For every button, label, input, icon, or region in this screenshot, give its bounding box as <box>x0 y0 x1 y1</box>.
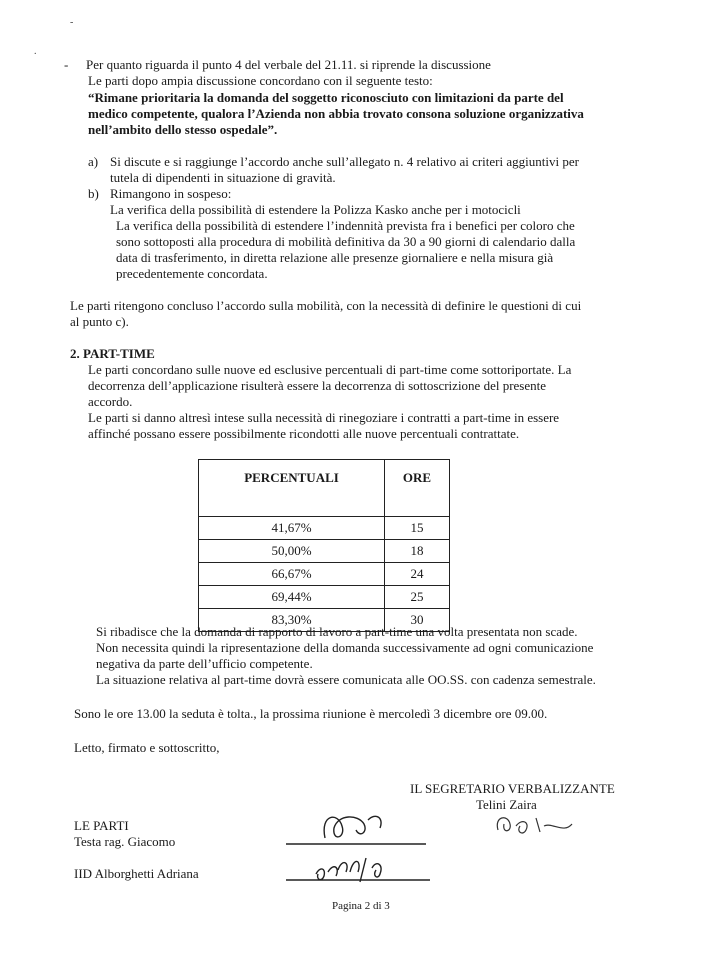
table-row <box>199 586 450 609</box>
after-table-line-2: Non necessita quindi la ripresentazione della domanda successivamente ad ogni comunicazione <box>96 640 594 655</box>
cell-percentage: 83,30% <box>199 609 385 632</box>
cell-percentage: 41,67% <box>199 517 385 540</box>
part-time-line-4: Le parti si danno altresì intese sulla necessità di rinegoziare i contratti a part-time in essere <box>88 410 560 425</box>
cell-percentage: 50,00% <box>199 540 385 563</box>
point-a-label: a) <box>88 154 99 169</box>
table-row <box>199 540 450 563</box>
cell-hours: 15 <box>385 517 450 540</box>
point-b-line-4: sono sottoposti alla procedura di mobilità definitiva da 30 a 90 giorni di calendario dalla <box>116 234 576 249</box>
quote-line-3: nell’ambito dello stesso ospedale”. <box>88 122 278 137</box>
header-ore: ORE <box>385 460 450 517</box>
table-header-row <box>199 460 450 517</box>
point-b-line-1: Rimangono in sospeso: <box>110 186 232 201</box>
party-signature-1 <box>280 808 430 850</box>
point-b-line-3: La verifica della possibilità di estendere l’indennità prevista fra i benefici per coloro che <box>116 218 575 233</box>
parties-title: LE PARTI <box>74 818 129 833</box>
cell-hours: 25 <box>385 586 450 609</box>
point-a-line-1: Si discute e si raggiunge l’accordo anche sull’allegato n. 4 relativo ai criteri aggiuntivi per <box>110 154 579 169</box>
cell-hours: 18 <box>385 540 450 563</box>
intro-line-1: Per quanto riguarda il punto 4 del verbale del 21.11. si riprende la discussione <box>86 57 491 72</box>
point-b-line-2: La verifica della possibilità di estendere la Polizza Kasko anche per i motocicli <box>110 202 521 217</box>
cell-hours: 24 <box>385 563 450 586</box>
cell-hours: 30 <box>385 609 450 632</box>
after-table-line-3: negativa da parte dell’ufficio competente. <box>96 656 313 671</box>
part-time-line-1: Le parti concordano sulle nuove ed esclusive percentuali di part-time come sottoriportate. La <box>88 362 572 377</box>
table-row <box>199 517 450 540</box>
point-b-label: b) <box>88 186 99 201</box>
page-number: Pagina 2 di 3 <box>332 900 390 912</box>
signed-statement: Letto, firmato e sottoscritto, <box>74 740 220 755</box>
point-a-line-2: tutela di dipendenti in situazione di gravità. <box>110 170 336 185</box>
party-name-1: Testa rag. Giacomo <box>74 834 176 849</box>
meeting-closing-note: Sono le ore 13.00 la seduta è tolta., la prossima riunione è mercoledì 3 dicembre ore 09.00. <box>74 706 548 721</box>
quote-line-1: “Rimane prioritaria la domanda del soggetto riconosciuto con limitazioni da parte del <box>88 90 564 105</box>
part-time-line-2: decorrenza dell’applicazione risulterà essere la decorrenza di sottoscrizione del presente <box>88 378 547 393</box>
part-time-line-5: affinché possano essere possibilmente ricondotti alle nuove percentuali contrattate. <box>88 426 520 441</box>
conclusion-line-1: Le parti ritengono concluso l’accordo sulla mobilità, con la necessità di definire le questioni di cui <box>70 298 582 313</box>
secretary-signature <box>480 808 580 838</box>
quote-line-2: medico competente, qualora l’Azienda non abbia trovato consona soluzione organizzativa <box>88 106 584 121</box>
part-time-percentages-table <box>198 459 450 632</box>
bullet-dash: - <box>64 57 69 72</box>
point-b-line-6: precedentemente concordata. <box>116 266 268 281</box>
section-heading-part-time: 2. PART-TIME <box>70 346 155 361</box>
secretary-name: Telini Zaira <box>476 797 537 812</box>
table-row <box>199 563 450 586</box>
secretary-title: IL SEGRETARIO VERBALIZZANTE <box>410 781 615 796</box>
point-b-line-5: data di trasferimento, in diretta relazione alle presenze giornaliere e nella misura già <box>116 250 554 265</box>
cell-percentage: 69,44% <box>199 586 385 609</box>
cell-percentage: 66,67% <box>199 563 385 586</box>
intro-line-2: Le parti dopo ampia discussione concordano con il seguente testo: <box>88 73 433 88</box>
party-name-2: IID Alborghetti Adriana <box>74 866 199 881</box>
header-percentuali: PERCENTUALI <box>199 460 385 517</box>
party-signature-2 <box>280 850 440 890</box>
scan-mark: - <box>70 17 74 28</box>
after-table-line-1: Si ribadisce che la domanda di rapporto di lavoro a part-time una volta presentata non scade. <box>96 624 578 639</box>
after-table-line-4: La situazione relativa al part-time dovrà essere comunicata alle OO.SS. con cadenza semestrale. <box>96 672 596 687</box>
conclusion-line-2: al punto c). <box>70 314 129 329</box>
scan-mark: . <box>34 46 37 57</box>
part-time-line-3: accordo. <box>88 394 133 409</box>
